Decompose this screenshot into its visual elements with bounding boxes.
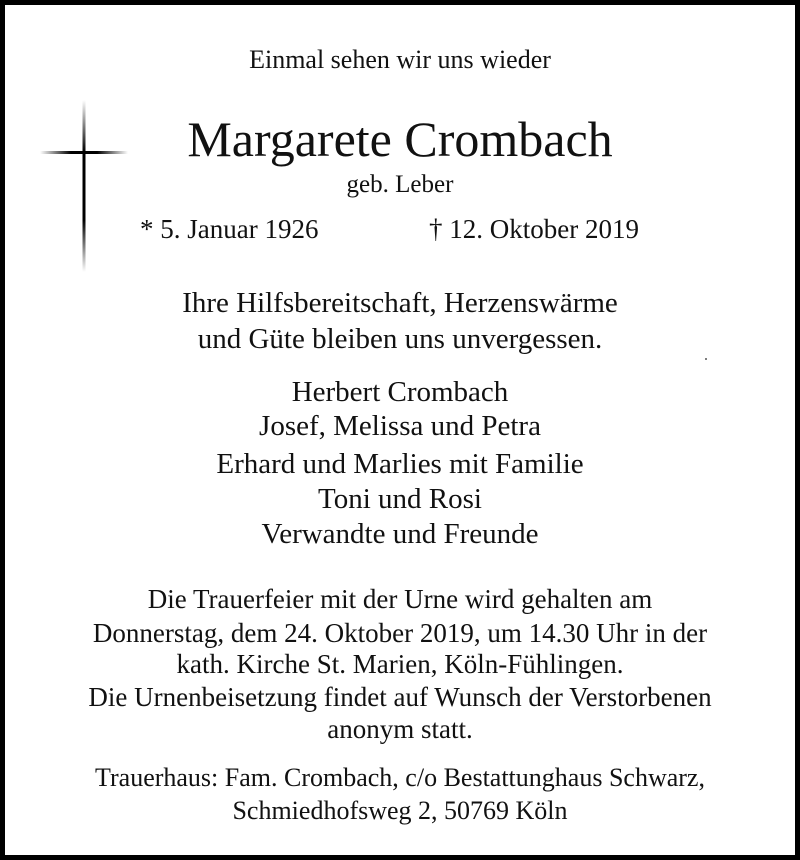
service-line: kath. Kirche St. Marien, Köln-Fühlingen. <box>176 649 624 679</box>
address-line: Trauerhaus: Fam. Crombach, c/o Bestattunghaus Schwarz, <box>95 763 705 792</box>
motto: Einmal sehen wir uns wieder <box>249 45 551 74</box>
deceased-name: Margarete Crombach <box>187 111 613 167</box>
birth-date: * 5. Januar 1926 <box>140 214 319 244</box>
mourner-line: Josef, Melissa und Petra <box>259 410 541 442</box>
maiden-name: geb. Leber <box>346 171 454 198</box>
tribute-line: und Güte bleiben uns unvergessen. <box>197 323 603 355</box>
mourner-line: Herbert Crombach <box>291 376 509 408</box>
speck <box>705 358 707 360</box>
mourner-line: Erhard und Marlies mit Familie <box>216 448 584 480</box>
service-line: Donnerstag, dem 24. Oktober 2019, um 14.30 Uhr in der <box>92 618 708 648</box>
death-date: † 12. Oktober 2019 <box>429 214 639 244</box>
service-line: anonym statt. <box>327 714 473 744</box>
mourner-line: Toni und Rosi <box>318 483 482 515</box>
service-line: Die Urnenbeisetzung findet auf Wunsch der Verstorbenen <box>88 682 712 712</box>
mourner-line: Verwandte und Freunde <box>261 518 539 550</box>
tribute-line: Ihre Hilfsbereitschaft, Herzenswärme <box>182 287 618 319</box>
service-line: Die Trauerfeier mit der Urne wird gehalten am <box>147 584 653 614</box>
life-dates <box>0 216 800 246</box>
address-line: Schmiedhofsweg 2, 50769 Köln <box>232 796 568 825</box>
